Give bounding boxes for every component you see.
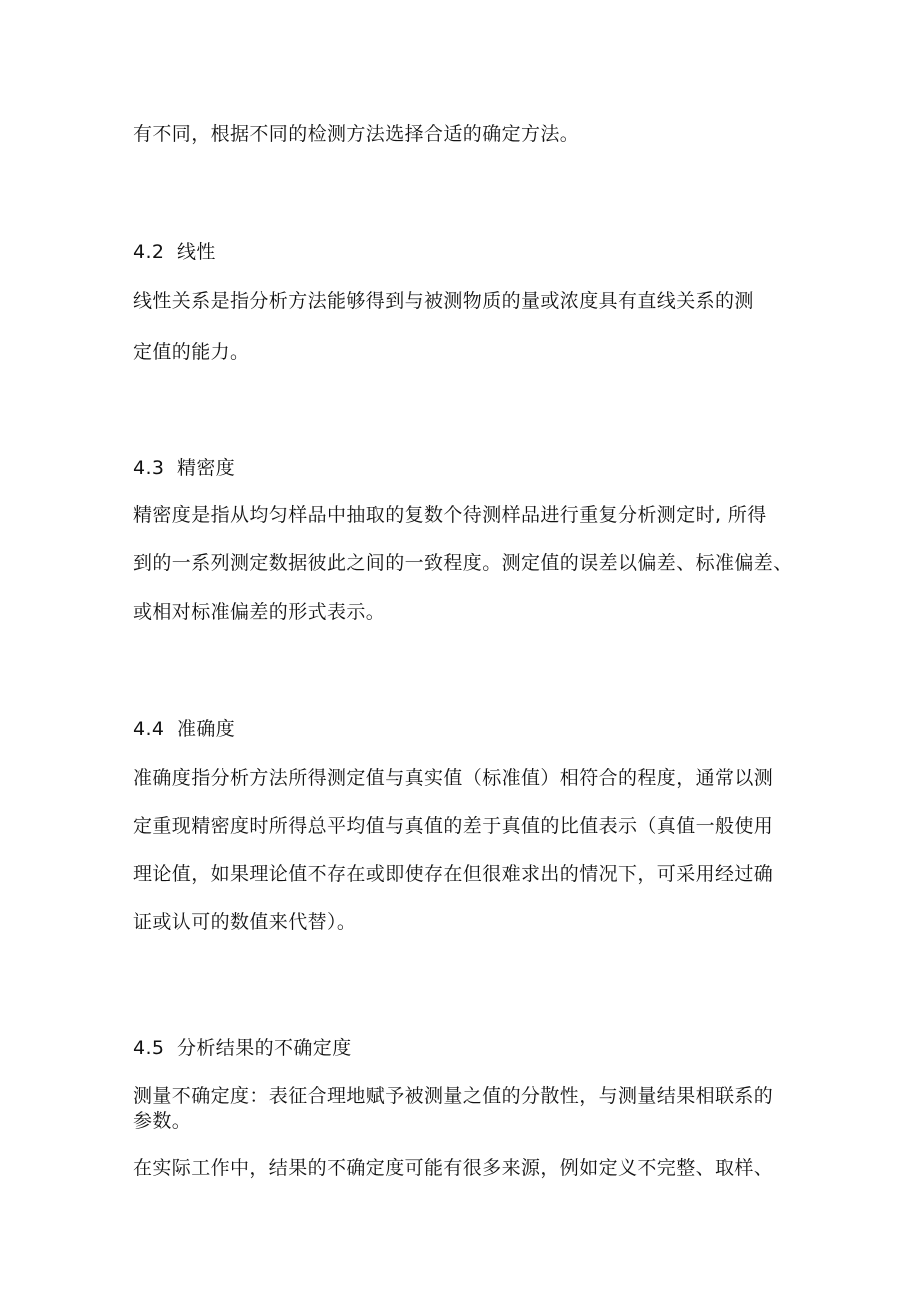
text-line: 定值的能力。 [133,341,250,363]
text-line: 准确度指分析方法所得测定值与真实值（标准值）相符合的程度，通常以测 [133,767,774,789]
section-number: 4.4 [133,718,165,740]
text-line: 在实际工作中，结果的不确定度可能有很多来源，例如定义不完整、取样、 [133,1157,774,1179]
section-number: 4.2 [133,241,165,263]
section-heading-4-2 [133,239,216,265]
section-number: 4.3 [133,457,165,479]
section-heading-4-3 [133,455,235,481]
text-line: 线性关系是指分析方法能够得到与被测物质的量或浓度具有直线关系的测 [133,290,754,312]
text-line: 测量不确定度：表征合理地赋予被测量之值的分散性，与测量结果相联系的 [133,1085,774,1107]
text-line: 到的一系列测定数据彼此之间的一致程度。测定值的误差以偏差、标准偏差、 [133,552,793,574]
text-line: 精密度是指从均匀样品中抽取的复数个待测样品进行重复分析测定时, 所得 [133,504,767,526]
section-title: 精密度 [177,457,236,479]
text-line: 证或认可的数值来代替）。 [133,911,357,933]
section-title: 分析结果的不确定度 [177,1037,352,1059]
section-heading-4-5 [133,1035,352,1061]
section-heading-4-4 [133,716,235,742]
text-line: 或相对标准偏差的形式表示。 [133,601,386,623]
section-title: 准确度 [177,718,236,740]
text-line: 有不同，根据不同的检测方法选择合适的确定方法。 [133,123,580,145]
section-number: 4.5 [133,1037,165,1059]
text-line: 定重现精密度时所得总平均值与真值的差于真值的比值表示（真值一般使用 [133,815,774,837]
text-line: 参数。 [133,1110,192,1132]
text-line: 理论值，如果理论值不存在或即使存在但很难求出的情况下，可采用经过确 [133,863,774,885]
section-title: 线性 [177,241,216,263]
